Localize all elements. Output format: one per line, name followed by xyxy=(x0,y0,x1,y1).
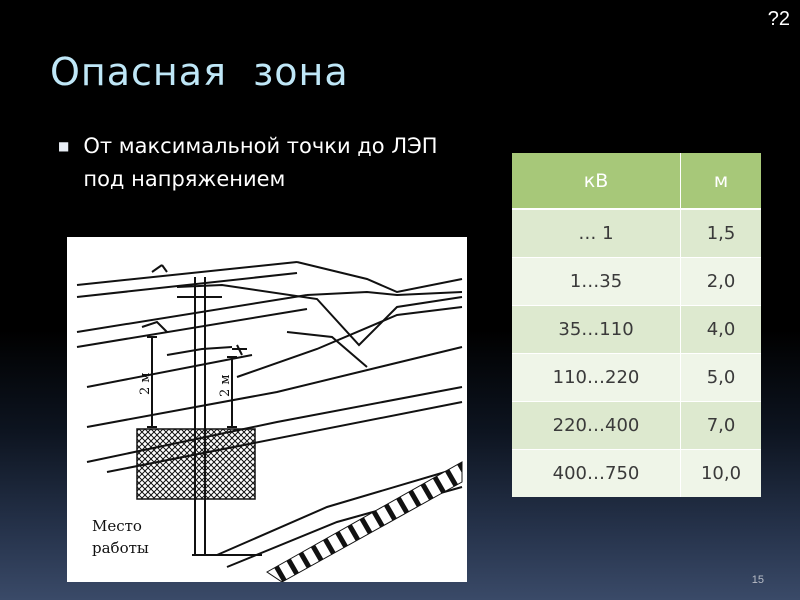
header-distance: м xyxy=(681,153,761,209)
building-eave xyxy=(237,307,462,377)
table-row xyxy=(512,450,761,498)
bullet-text: От максимальной точки до ЛЭП под напряжением xyxy=(83,134,438,191)
page-number: 15 xyxy=(751,574,764,586)
table-row xyxy=(512,402,761,450)
header-voltage: кВ xyxy=(512,153,681,209)
insulator xyxy=(152,265,167,272)
bullet-square-icon: ■ xyxy=(58,139,70,153)
dimension-label-left: 2 м xyxy=(138,372,153,395)
cell-distance: 5,0 xyxy=(681,354,761,402)
table-row xyxy=(512,258,761,306)
table-header-row xyxy=(512,153,761,209)
wire-upper-4 xyxy=(77,309,307,347)
slide-title: Опасная зона xyxy=(50,50,349,94)
table-row xyxy=(512,306,761,354)
dimension-label-right: 2 м xyxy=(218,374,233,397)
railway-track xyxy=(267,462,462,582)
building-roof xyxy=(297,262,462,292)
cell-distance: 4,0 xyxy=(681,306,761,354)
table-row xyxy=(512,354,761,402)
building-gable xyxy=(307,292,462,295)
voltage-distance-table xyxy=(512,153,761,484)
cell-distance: 10,0 xyxy=(681,450,761,498)
work-zone-hatch xyxy=(137,429,255,499)
corner-mark: ?2 xyxy=(767,8,790,30)
cell-voltage: 400…750 xyxy=(512,450,681,498)
cell-distance: 2,0 xyxy=(681,258,761,306)
power-line-drawing xyxy=(67,237,467,582)
caption-line-2: работы xyxy=(92,539,149,557)
wire-upper-2 xyxy=(77,273,297,297)
power-line-illustration xyxy=(67,237,467,582)
wire-upper-3 xyxy=(77,295,307,332)
pole xyxy=(195,277,205,555)
cell-voltage: 220…400 xyxy=(512,402,681,450)
cell-voltage: 110…220 xyxy=(512,354,681,402)
cell-voltage: 1…35 xyxy=(512,258,681,306)
bullet-item xyxy=(58,130,478,196)
cell-voltage: 35…110 xyxy=(512,306,681,354)
cell-distance: 7,0 xyxy=(681,402,761,450)
table-row xyxy=(512,209,761,258)
cell-distance: 1,5 xyxy=(681,209,761,258)
caption-line-1: Место xyxy=(92,517,142,535)
cell-voltage: … 1 xyxy=(512,209,681,258)
wire-upper-1 xyxy=(77,262,297,285)
